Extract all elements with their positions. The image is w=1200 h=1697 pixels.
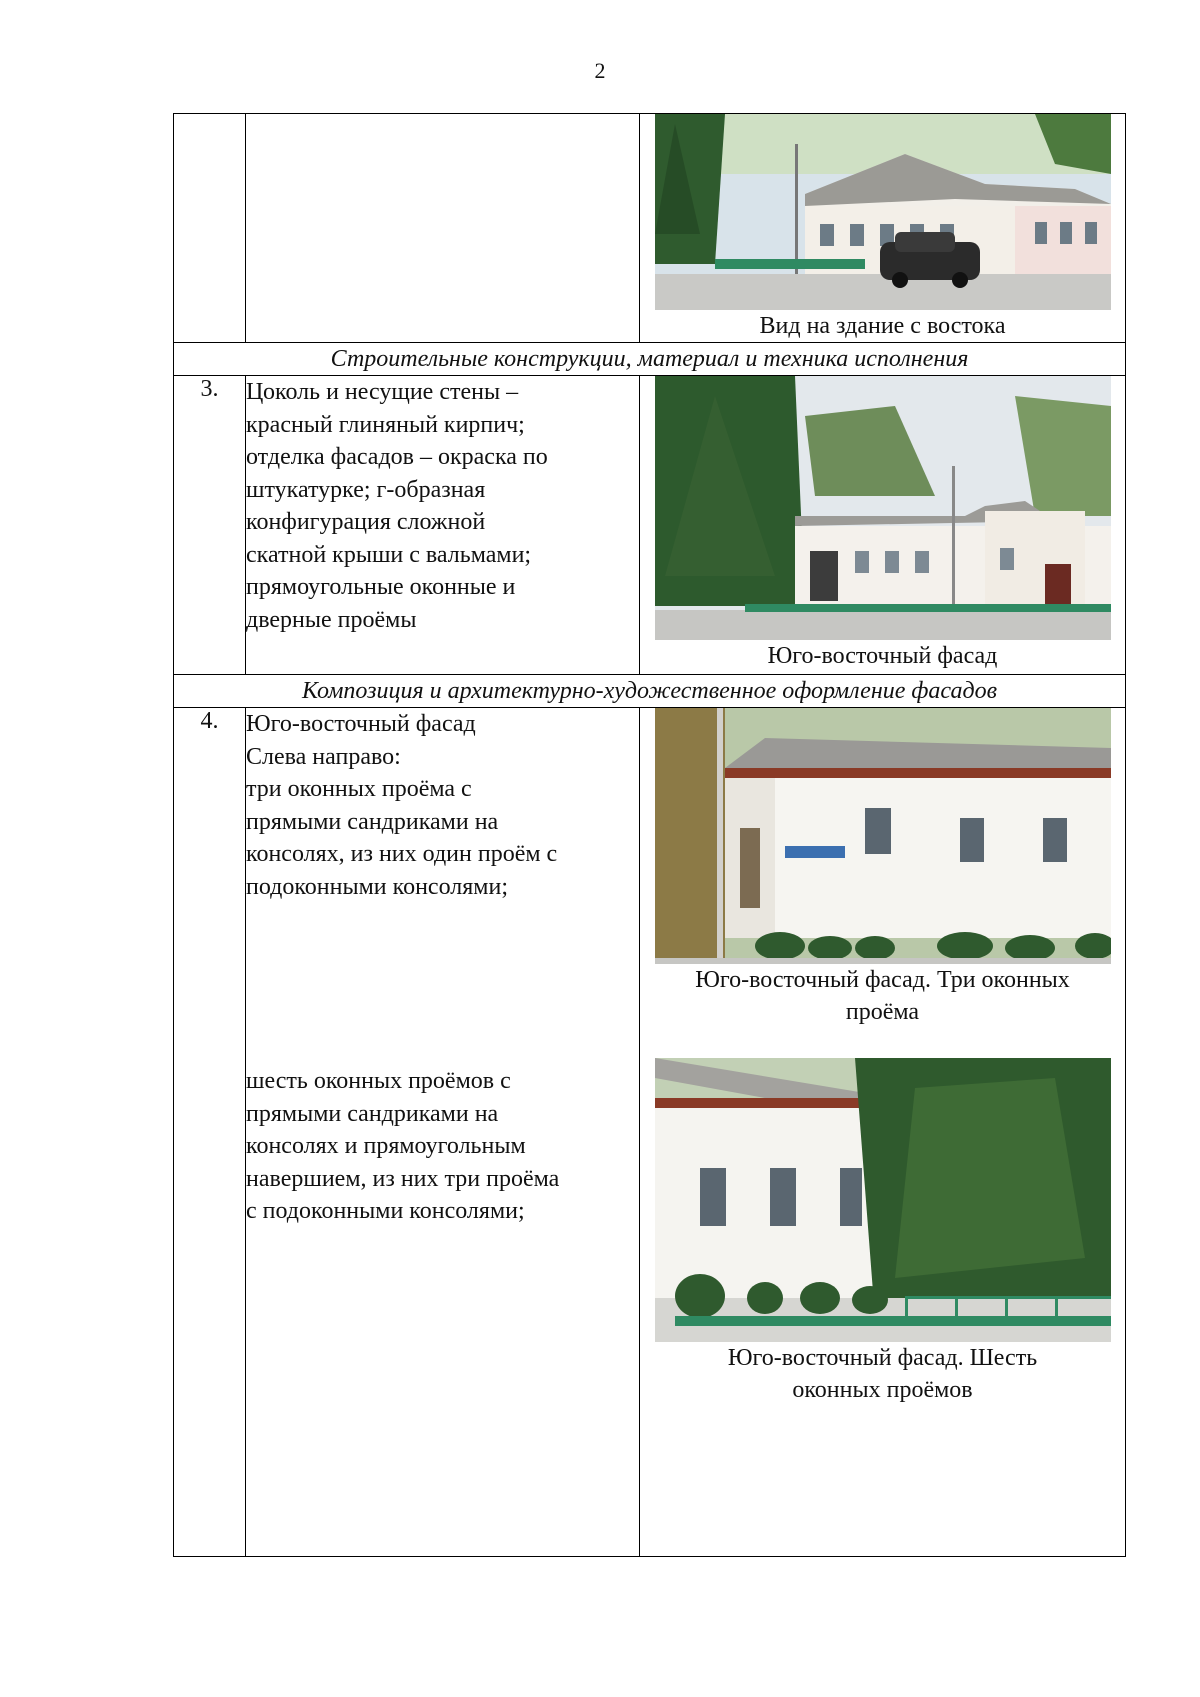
- row-number: 4.: [174, 708, 246, 1557]
- row-number: 3.: [174, 376, 246, 675]
- section-title: Строительные конструкции, материал и техника исполнения: [174, 343, 1126, 376]
- row-description: [246, 708, 640, 1557]
- six-windows-photo: [655, 1058, 1111, 1342]
- southeast-facade-photo: [655, 376, 1111, 640]
- building-east-photo: [655, 114, 1111, 310]
- page-number: 2: [594, 58, 606, 83]
- photo-caption: Вид на здание с востока: [759, 313, 1006, 339]
- photo-caption: Юго-восточный фасад: [767, 643, 998, 669]
- row-description: Цоколь и несущие стены – красный глиняный кирпич; отделка фасадов – окраска по штукатурке; г-образная конфигурация сложной скатной крыши с вальмами; прямоугольные оконные и дверные проёмы: [246, 376, 640, 675]
- description-block: Юго-восточный фасад Слева направо: три оконных проёма с прямыми сандриками на консолях, из них один проём с подоконными консолями;: [246, 711, 558, 900]
- section-header: [174, 343, 1126, 376]
- photo-caption: Юго-восточный фасад. Три оконных проёма: [695, 967, 1070, 1025]
- three-windows-photo: [655, 708, 1111, 964]
- description-block: шесть оконных проёмов с прямыми сандриками на консолях и прямоугольным навершием, из них три проёма с подоконными консолями;: [246, 1068, 560, 1224]
- table-row: [174, 708, 1126, 1557]
- table-row: [174, 376, 1126, 675]
- section-header: [174, 675, 1126, 708]
- table-row: [174, 114, 1126, 343]
- document-table: [173, 113, 1126, 1557]
- section-title: Композиция и архитектурно-художественное оформление фасадов: [174, 675, 1126, 708]
- photo-caption: Юго-восточный фасад. Шесть оконных проёмов: [727, 1345, 1038, 1403]
